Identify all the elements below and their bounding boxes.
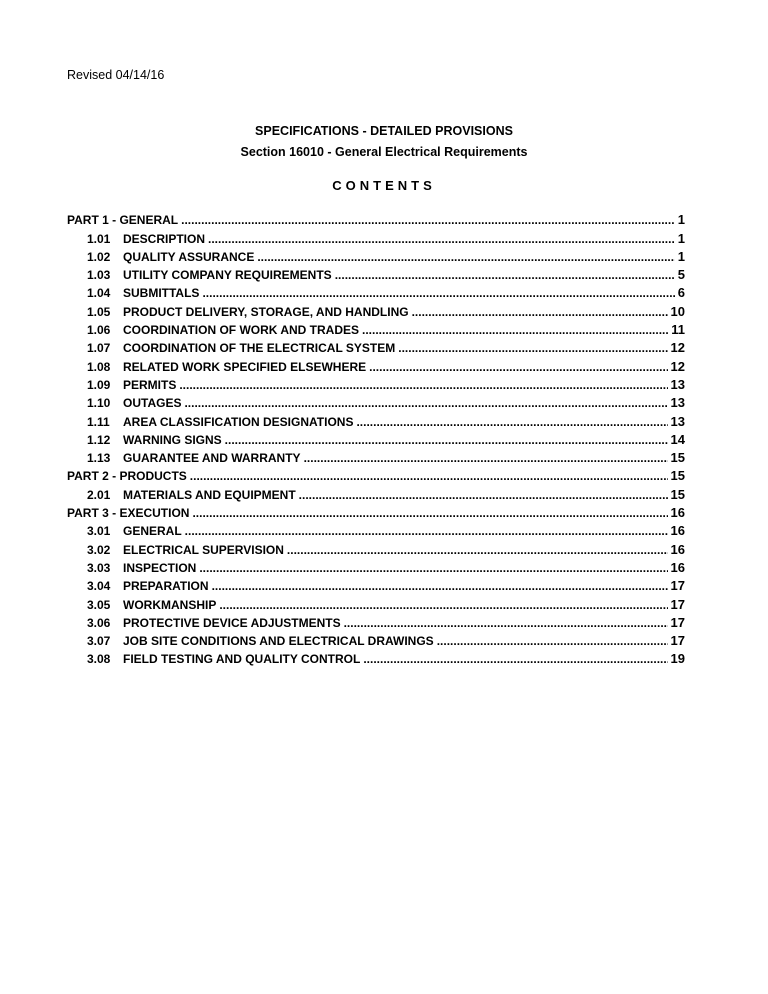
toc-entry-number: 1.07 bbox=[87, 341, 111, 356]
toc-entry-number: 1.11 bbox=[87, 414, 110, 429]
dot-leader bbox=[412, 305, 668, 319]
toc-part-heading[interactable] bbox=[67, 502, 685, 520]
dot-leader bbox=[225, 433, 668, 447]
toc-entry-title: INSPECTION bbox=[123, 560, 197, 575]
toc-page-number: 17 bbox=[670, 614, 685, 630]
toc-entry-title: AREA CLASSIFICATION DESIGNATIONS bbox=[123, 414, 354, 429]
toc-entry-title: WARNING SIGNS bbox=[123, 432, 222, 447]
toc-entry-title: ELECTRICAL SUPERVISION bbox=[123, 542, 284, 557]
toc-entry-title: OUTAGES bbox=[123, 396, 182, 411]
toc-page-number: 15 bbox=[670, 450, 685, 466]
toc-page-number: 16 bbox=[670, 541, 685, 557]
toc-page-number: 5 bbox=[677, 267, 685, 283]
toc-entry-title: PERMITS bbox=[123, 377, 177, 392]
toc-page-number: 6 bbox=[677, 285, 685, 301]
toc-entry-title: SUBMITTALS bbox=[123, 286, 200, 301]
toc-entry-title: GUARANTEE AND WARRANTY bbox=[123, 451, 301, 466]
toc-part-heading[interactable] bbox=[67, 465, 685, 483]
toc-entry-title: COORDINATION OF THE ELECTRICAL SYSTEM bbox=[123, 341, 396, 356]
toc-entry[interactable] bbox=[67, 337, 685, 355]
toc-page-number: 12 bbox=[670, 358, 685, 374]
toc-entry-number: 1.02 bbox=[87, 249, 111, 264]
toc-entry[interactable] bbox=[67, 227, 685, 245]
toc-entry-title: MATERIALS AND EQUIPMENT bbox=[123, 487, 296, 502]
table-of-contents bbox=[67, 209, 685, 666]
toc-entry-title: PREPARATION bbox=[123, 579, 209, 594]
toc-entry[interactable] bbox=[67, 355, 685, 373]
toc-page-number: 1 bbox=[677, 212, 685, 228]
dot-leader bbox=[398, 341, 667, 355]
toc-entry-title: RELATED WORK SPECIFIED ELSEWHERE bbox=[123, 359, 367, 374]
toc-entry-number: 1.06 bbox=[87, 323, 111, 338]
dot-leader bbox=[184, 396, 667, 410]
toc-entry-title: QUALITY ASSURANCE bbox=[123, 249, 255, 264]
toc-entry[interactable] bbox=[67, 630, 685, 648]
dot-leader bbox=[335, 268, 675, 282]
section-title: Section 16010 - General Electrical Requirements bbox=[240, 145, 528, 159]
toc-page-number: 13 bbox=[670, 395, 685, 411]
toc-entry-number: 3.07 bbox=[87, 634, 111, 649]
toc-page-number: 16 bbox=[670, 523, 685, 539]
toc-page-number: 16 bbox=[670, 505, 685, 521]
toc-page-number: 16 bbox=[670, 559, 685, 575]
toc-entry-number: 3.05 bbox=[87, 597, 111, 612]
toc-page-number: 15 bbox=[670, 468, 685, 484]
toc-entry-title: PRODUCT DELIVERY, STORAGE, AND HANDLING bbox=[123, 304, 409, 319]
dot-leader bbox=[363, 652, 667, 666]
toc-entry-title: UTILITY COMPANY REQUIREMENTS bbox=[123, 268, 332, 283]
toc-entry-number: 1.01 bbox=[87, 231, 111, 246]
toc-entry-number: 3.03 bbox=[87, 560, 111, 575]
toc-entry[interactable] bbox=[67, 575, 685, 593]
dot-leader bbox=[190, 469, 668, 483]
toc-page-number: 13 bbox=[670, 413, 685, 429]
revised-date: Revised 04/14/16 bbox=[67, 68, 165, 82]
toc-entry[interactable] bbox=[67, 520, 685, 538]
toc-entry-title: DESCRIPTION bbox=[123, 231, 206, 246]
dot-leader bbox=[344, 616, 668, 630]
dot-leader bbox=[356, 415, 667, 429]
toc-page-number: 15 bbox=[670, 486, 685, 502]
toc-entry[interactable] bbox=[67, 264, 685, 282]
toc-entry[interactable] bbox=[67, 557, 685, 575]
dot-leader bbox=[219, 598, 667, 612]
toc-entry-title: GENERAL bbox=[123, 524, 182, 539]
toc-page-number: 13 bbox=[670, 376, 685, 392]
dot-leader bbox=[257, 250, 674, 264]
dot-leader bbox=[208, 232, 675, 246]
toc-entry-title: JOB SITE CONDITIONS AND ELECTRICAL DRAWINGS bbox=[123, 634, 434, 649]
toc-entry[interactable] bbox=[67, 319, 685, 337]
toc-entry[interactable] bbox=[67, 538, 685, 556]
toc-entry[interactable] bbox=[67, 300, 685, 318]
toc-part-heading[interactable] bbox=[67, 209, 685, 227]
toc-entry[interactable] bbox=[67, 483, 685, 501]
toc-entry-number: 1.09 bbox=[87, 377, 111, 392]
toc-entry-number: 3.06 bbox=[87, 615, 111, 630]
toc-entry-number: 1.10 bbox=[87, 396, 111, 411]
toc-entry-number: 2.01 bbox=[87, 487, 111, 502]
toc-entry-number: 3.08 bbox=[87, 652, 111, 667]
toc-entry[interactable] bbox=[67, 447, 685, 465]
toc-entry[interactable] bbox=[67, 593, 685, 611]
toc-page-number: 17 bbox=[670, 596, 685, 612]
toc-page-number: 19 bbox=[670, 651, 685, 667]
toc-entry[interactable] bbox=[67, 246, 685, 264]
dot-leader bbox=[179, 378, 667, 392]
dot-leader bbox=[362, 323, 668, 337]
toc-page-number: 14 bbox=[670, 431, 685, 447]
toc-page-number: 1 bbox=[677, 248, 685, 264]
toc-entry[interactable] bbox=[67, 429, 685, 447]
toc-entry[interactable] bbox=[67, 612, 685, 630]
toc-page-number: 11 bbox=[671, 322, 685, 338]
spec-title: SPECIFICATIONS - DETAILED PROVISIONS bbox=[255, 124, 513, 138]
toc-page-number: 12 bbox=[670, 340, 685, 356]
toc-entry-title: PART 2 - PRODUCTS bbox=[67, 469, 187, 484]
toc-entry[interactable] bbox=[67, 410, 685, 428]
toc-entry-title: COORDINATION OF WORK AND TRADES bbox=[123, 323, 359, 338]
toc-entry-number: 3.01 bbox=[87, 524, 111, 539]
dot-leader bbox=[212, 579, 668, 593]
contents-heading: CONTENTS bbox=[332, 178, 436, 193]
dot-leader bbox=[437, 634, 668, 648]
toc-entry-title: FIELD TESTING AND QUALITY CONTROL bbox=[123, 652, 361, 667]
dot-leader bbox=[299, 488, 668, 502]
toc-entry-title: WORKMANSHIP bbox=[123, 597, 217, 612]
toc-entry-number: 1.08 bbox=[87, 359, 111, 374]
dot-leader bbox=[202, 286, 674, 300]
dot-leader bbox=[192, 506, 667, 520]
toc-entry[interactable] bbox=[67, 648, 685, 666]
dot-leader bbox=[369, 360, 667, 374]
dot-leader bbox=[185, 524, 668, 538]
dot-leader bbox=[287, 543, 668, 557]
toc-entry-number: 1.13 bbox=[87, 451, 111, 466]
toc-entry-number: 1.03 bbox=[87, 268, 111, 283]
toc-entry-title: PART 1 - GENERAL bbox=[67, 213, 179, 228]
toc-entry[interactable] bbox=[67, 392, 685, 410]
toc-entry[interactable] bbox=[67, 374, 685, 392]
toc-entry-number: 1.05 bbox=[87, 304, 111, 319]
dot-leader bbox=[181, 213, 675, 227]
toc-entry-number: 3.04 bbox=[87, 579, 111, 594]
toc-entry-title: PART 3 - EXECUTION bbox=[67, 506, 190, 521]
toc-page-number: 17 bbox=[670, 578, 685, 594]
toc-page-number: 1 bbox=[677, 230, 685, 246]
toc-entry-number: 3.02 bbox=[87, 542, 111, 557]
toc-entry[interactable] bbox=[67, 282, 685, 300]
toc-entry-number: 1.04 bbox=[87, 286, 111, 301]
toc-page-number: 17 bbox=[670, 633, 685, 649]
toc-entry-title: PROTECTIVE DEVICE ADJUSTMENTS bbox=[123, 615, 341, 630]
dot-leader bbox=[199, 561, 667, 575]
toc-page-number: 10 bbox=[670, 303, 685, 319]
toc-entry-number: 1.12 bbox=[87, 432, 111, 447]
dot-leader bbox=[304, 451, 668, 465]
